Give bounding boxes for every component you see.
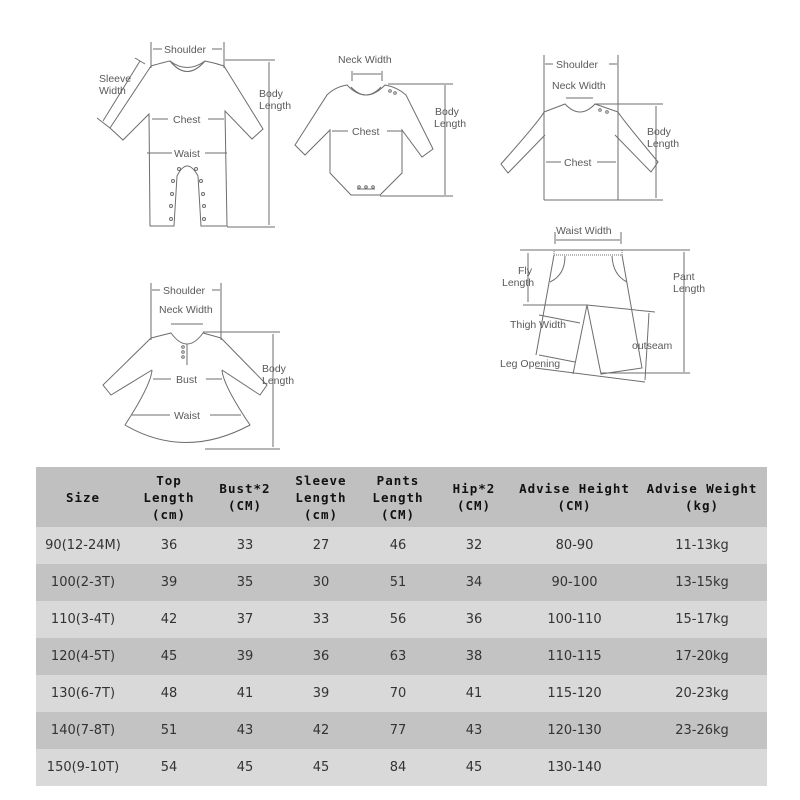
cell-pants-length: 51 [360,564,436,601]
cell-advise-height: 120-130 [512,712,637,749]
cell-advise-weight: 17-20kg [637,638,767,675]
pants-fly-label-1: Fly [518,265,532,277]
cell-size: 120(4-5T) [36,638,130,675]
cell-pants-length: 70 [360,675,436,712]
cell-top-length: 42 [130,601,208,638]
header-top-length: Top Length (cm) [130,467,208,527]
romper-shoulder-label: Shoulder [164,44,207,56]
dress-body-label-2: Length [262,375,295,387]
romper-waist-label: Waist [174,148,200,160]
romper-illustration [90,30,290,240]
cell-size: 100(2-3T) [36,564,130,601]
cell-size: 90(12-24M) [36,527,130,564]
header-hip: Hip*2 (CM) [436,467,512,527]
cell-size: 150(9-10T) [36,749,130,786]
cell-top-length: 45 [130,638,208,675]
cell-sleeve-length: 33 [282,601,360,638]
romper-chest-label: Chest [173,114,201,126]
cell-pants-length: 56 [360,601,436,638]
cell-top-length: 51 [130,712,208,749]
pants-waist-label: Waist Width [556,225,612,237]
romper-sleeve-label-1: Sleeve [99,73,132,85]
cell-size: 110(3-4T) [36,601,130,638]
cell-bust: 41 [208,675,282,712]
cell-bust: 35 [208,564,282,601]
cell-pants-length: 84 [360,749,436,786]
pants-fly-label-2: Length [502,277,535,289]
header-bust: Bust*2 (CM) [208,467,282,527]
bodysuit-illustration [285,45,475,205]
dress-waist-label: Waist [174,410,200,422]
cell-bust: 37 [208,601,282,638]
cell-top-length: 48 [130,675,208,712]
bodysuit-body-label-2: Length [434,118,467,130]
size-chart-table [36,467,767,786]
pants-outseam-label: outseam [632,340,673,352]
header-advise-weight: Advise Weight (kg) [637,467,767,527]
bodysuit-body-label-1: Body [435,106,459,118]
romper-diagram [90,30,290,240]
cell-top-length: 39 [130,564,208,601]
dress-neck-label: Neck Width [159,304,213,316]
table-row [36,564,767,601]
cell-size: 140(7-8T) [36,712,130,749]
cell-pants-length: 46 [360,527,436,564]
romper-sleeve-label-2: Width [99,85,126,97]
bodysuit-diagram [285,45,475,205]
table-row [36,638,767,675]
cell-sleeve-length: 30 [282,564,360,601]
cell-sleeve-length: 42 [282,712,360,749]
cell-bust: 43 [208,712,282,749]
cell-advise-weight: 23-26kg [637,712,767,749]
top-illustration [495,50,695,210]
cell-advise-weight: 13-15kg [637,564,767,601]
header-size: Size [36,467,130,527]
cell-advise-height: 90-100 [512,564,637,601]
pants-illustration [495,220,715,390]
cell-top-length: 54 [130,749,208,786]
top-chest-label: Chest [564,157,592,169]
cell-hip: 36 [436,601,512,638]
cell-advise-weight: 15-17kg [637,601,767,638]
table-header-row [36,467,767,527]
header-sleeve-length: Sleeve Length (cm) [282,467,360,527]
cell-size: 130(6-7T) [36,675,130,712]
top-diagram [495,50,695,210]
pants-length-label-1: Pant [673,271,695,283]
dress-shoulder-label: Shoulder [163,285,206,297]
table-row [36,712,767,749]
table-row [36,527,767,564]
top-shoulder-label: Shoulder [556,59,599,71]
dress-illustration [95,275,315,455]
cell-advise-height: 130-140 [512,749,637,786]
cell-bust: 33 [208,527,282,564]
top-body-label-1: Body [647,126,671,138]
cell-hip: 38 [436,638,512,675]
cell-hip: 45 [436,749,512,786]
cell-advise-weight: 11-13kg [637,527,767,564]
cell-bust: 39 [208,638,282,675]
dress-bust-label: Bust [176,374,198,386]
header-pants-length: Pants Length (CM) [360,467,436,527]
cell-advise-height: 100-110 [512,601,637,638]
dress-diagram [95,275,315,455]
cell-sleeve-length: 27 [282,527,360,564]
cell-top-length: 36 [130,527,208,564]
pants-diagram [495,220,715,390]
cell-hip: 43 [436,712,512,749]
cell-sleeve-length: 39 [282,675,360,712]
cell-advise-weight [637,749,767,786]
cell-advise-weight: 20-23kg [637,675,767,712]
cell-pants-length: 63 [360,638,436,675]
romper-body-label-1: Body [259,88,283,100]
romper-body-label-2: Length [259,100,292,112]
bodysuit-neck-label: Neck Width [338,54,392,66]
cell-pants-length: 77 [360,712,436,749]
table-row [36,749,767,786]
top-body-label-2: Length [647,138,680,150]
bodysuit-chest-label: Chest [352,126,380,138]
pants-thigh-label: Thigh Width [510,319,567,331]
top-neck-label: Neck Width [552,80,606,92]
cell-hip: 41 [436,675,512,712]
dress-body-label-1: Body [262,363,286,375]
table-row [36,675,767,712]
cell-bust: 45 [208,749,282,786]
cell-advise-height: 115-120 [512,675,637,712]
cell-advise-height: 110-115 [512,638,637,675]
cell-advise-height: 80-90 [512,527,637,564]
cell-hip: 34 [436,564,512,601]
table-row [36,601,767,638]
cell-hip: 32 [436,527,512,564]
cell-sleeve-length: 36 [282,638,360,675]
pants-leg-opening-label: Leg Opening [500,358,561,370]
pants-length-label-2: Length [673,283,706,295]
cell-sleeve-length: 45 [282,749,360,786]
header-advise-height: Advise Height (CM) [512,467,637,527]
